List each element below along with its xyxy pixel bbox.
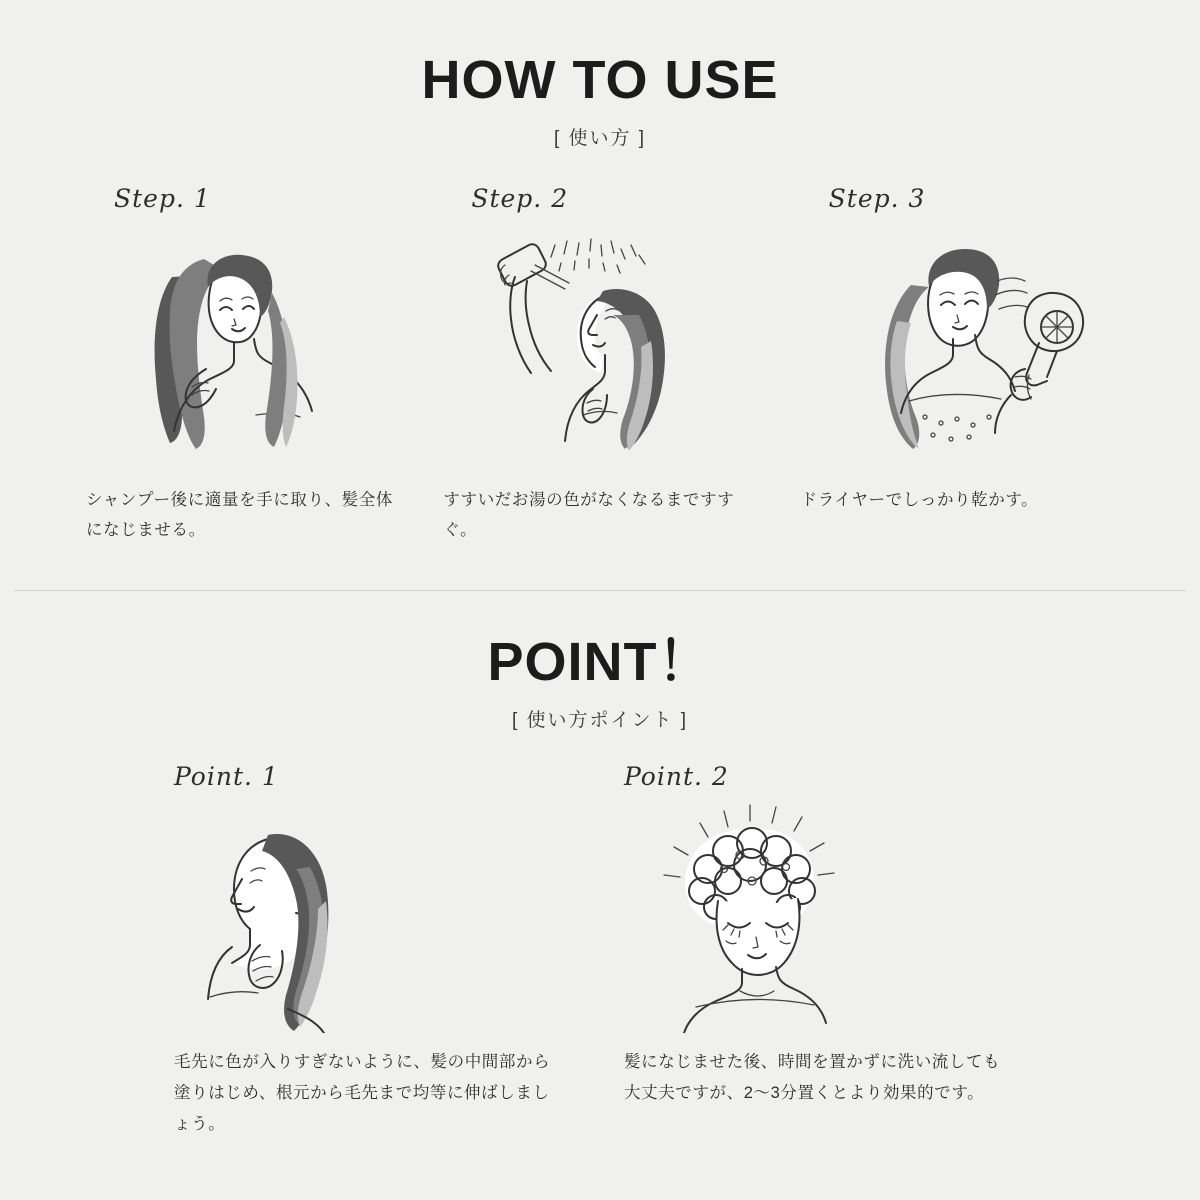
point-item <box>600 762 1050 1141</box>
section-divider <box>14 590 1186 591</box>
step-caption: シャンプー後に適量を手に取り、髪全体になじませる。 <box>86 490 393 540</box>
step-label: Step. 3 <box>828 183 926 213</box>
point-section-subtitle: [ 使い方ポイント ] <box>511 709 689 731</box>
step-item <box>421 184 778 546</box>
point-section-title: POINT！ <box>487 632 713 692</box>
step-label: Step. 1 <box>114 183 211 213</box>
woman-side-profile-hair-illustration <box>150 795 560 1033</box>
step-label: Step. 2 <box>471 183 569 213</box>
step-caption: すすいだお湯の色がなくなるまですすぐ。 <box>443 490 735 540</box>
step-caption: ドライヤーでしっかり乾かす。 <box>800 490 1039 509</box>
point-section <box>0 600 1200 1141</box>
page-title: HOW TO USE <box>421 50 779 110</box>
how-to-use-section <box>0 0 1200 546</box>
woman-with-lather-cap-illustration <box>600 795 1010 1033</box>
point-item <box>150 762 600 1141</box>
step-item <box>64 184 421 546</box>
steps-row <box>0 184 1200 546</box>
step-item <box>779 184 1136 546</box>
woman-rinsing-with-shower-illustration <box>443 219 756 469</box>
how-to-use-subtitle: [ 使い方 ] <box>553 127 647 149</box>
point-caption: 毛先に色が入りすぎないように、髪の中間部から塗りはじめ、根元から毛先まで均等に伸ばしましょう。 <box>174 1052 551 1134</box>
point-caption: 髪になじませた後、時間を置かずに洗い流しても大丈夫ですが、2〜3分置くとより効果的です。 <box>624 1052 1001 1103</box>
points-row <box>0 762 1200 1141</box>
woman-applying-to-hair-illustration <box>86 219 399 469</box>
point-label: Point. 1 <box>174 761 279 791</box>
point-label: Point. 2 <box>624 761 729 791</box>
woman-blow-drying-hair-illustration <box>801 219 1114 469</box>
